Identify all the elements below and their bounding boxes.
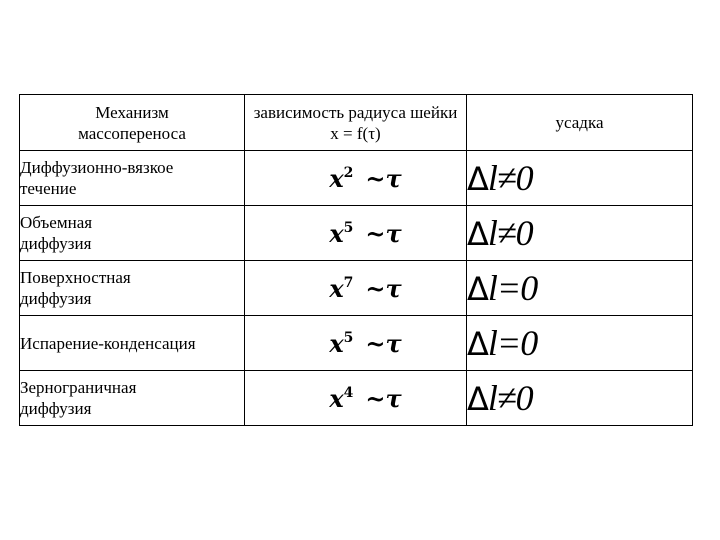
formula-variable: τ — [385, 273, 402, 303]
header-shrinkage-text: усадка — [555, 113, 604, 132]
formula-exponent: 7 — [343, 274, 354, 291]
formula-relation: ~ — [365, 218, 386, 248]
shrinkage-cell — [467, 316, 693, 371]
table-row — [20, 371, 693, 426]
mechanism-cell — [20, 151, 245, 206]
formula-base: x — [329, 218, 344, 248]
shrinkage-condition: ≠0 — [496, 377, 533, 418]
formula-base: x — [329, 383, 344, 413]
formula — [329, 164, 401, 193]
table-row — [20, 261, 693, 316]
mechanism-line2: диффузия — [20, 289, 92, 308]
formula-variable: τ — [385, 218, 402, 248]
delta-symbol: Δ — [467, 324, 488, 363]
mass-transfer-table — [19, 94, 693, 426]
shrinkage-condition: =0 — [496, 267, 538, 308]
mechanism-cell — [20, 261, 245, 316]
table-row — [20, 316, 693, 371]
formula-cell — [245, 206, 467, 261]
length-symbol: l — [487, 212, 497, 253]
table-header-row — [20, 95, 693, 151]
shrinkage-condition: ≠0 — [496, 212, 533, 253]
mechanism-line1: Диффузионно-вязкое — [20, 158, 174, 177]
delta-symbol: Δ — [467, 269, 488, 308]
shrinkage-cell — [467, 151, 693, 206]
length-symbol: l — [487, 377, 497, 418]
shrinkage-value — [467, 378, 533, 419]
header-mechanism — [20, 95, 245, 151]
header-mechanism-text: Механизм массопереноса — [78, 102, 186, 143]
table-row — [20, 206, 693, 261]
delta-symbol: Δ — [467, 379, 488, 418]
formula-exponent: 2 — [343, 164, 354, 181]
formula-base: x — [329, 273, 344, 303]
mechanism-line1: Поверхностная — [20, 268, 131, 287]
header-dependence-text: зависимость радиуса шейки x = f(τ) — [253, 102, 458, 143]
table-row — [20, 151, 693, 206]
formula-relation: ~ — [365, 383, 386, 413]
formula-cell — [245, 371, 467, 426]
formula-variable: τ — [385, 328, 402, 358]
mechanism-line2: диффузия — [20, 399, 92, 418]
length-symbol: l — [487, 267, 497, 308]
shrinkage-condition: =0 — [496, 322, 538, 363]
formula-base: x — [329, 328, 344, 358]
delta-symbol: Δ — [467, 159, 488, 198]
shrinkage-cell — [467, 206, 693, 261]
shrinkage-value — [467, 213, 533, 254]
formula — [329, 274, 401, 303]
delta-symbol: Δ — [467, 214, 488, 253]
formula-relation: ~ — [365, 163, 386, 193]
mechanism-line2: течение — [20, 179, 77, 198]
shrinkage-value — [467, 268, 537, 309]
formula-cell — [245, 151, 467, 206]
formula-relation: ~ — [365, 273, 386, 303]
mechanism-cell — [20, 206, 245, 261]
formula-variable: τ — [385, 383, 402, 413]
formula-variable: τ — [385, 163, 402, 193]
shrinkage-cell — [467, 261, 693, 316]
formula-exponent: 5 — [343, 219, 354, 236]
shrinkage-value — [467, 323, 537, 364]
length-symbol: l — [487, 157, 497, 198]
mechanism-line1: Зернограничная — [20, 378, 137, 397]
shrinkage-cell — [467, 371, 693, 426]
formula-base: x — [329, 163, 344, 193]
formula-relation: ~ — [365, 328, 386, 358]
formula-cell — [245, 261, 467, 316]
mechanism-cell — [20, 316, 245, 371]
mechanism-line2: диффузия — [20, 234, 92, 253]
mechanism-line1: Испарение-конденсация — [20, 333, 196, 353]
mechanism-line1: Объемная — [20, 213, 93, 232]
formula-exponent: 5 — [343, 329, 354, 346]
header-dependence — [245, 95, 467, 151]
mechanism-cell — [20, 371, 245, 426]
formula-exponent: 4 — [343, 384, 354, 401]
length-symbol: l — [487, 322, 497, 363]
header-shrinkage — [467, 95, 693, 151]
shrinkage-condition: ≠0 — [496, 157, 533, 198]
formula — [329, 329, 401, 358]
formula-cell — [245, 316, 467, 371]
formula — [329, 219, 401, 248]
formula — [329, 384, 401, 413]
shrinkage-value — [467, 158, 533, 199]
